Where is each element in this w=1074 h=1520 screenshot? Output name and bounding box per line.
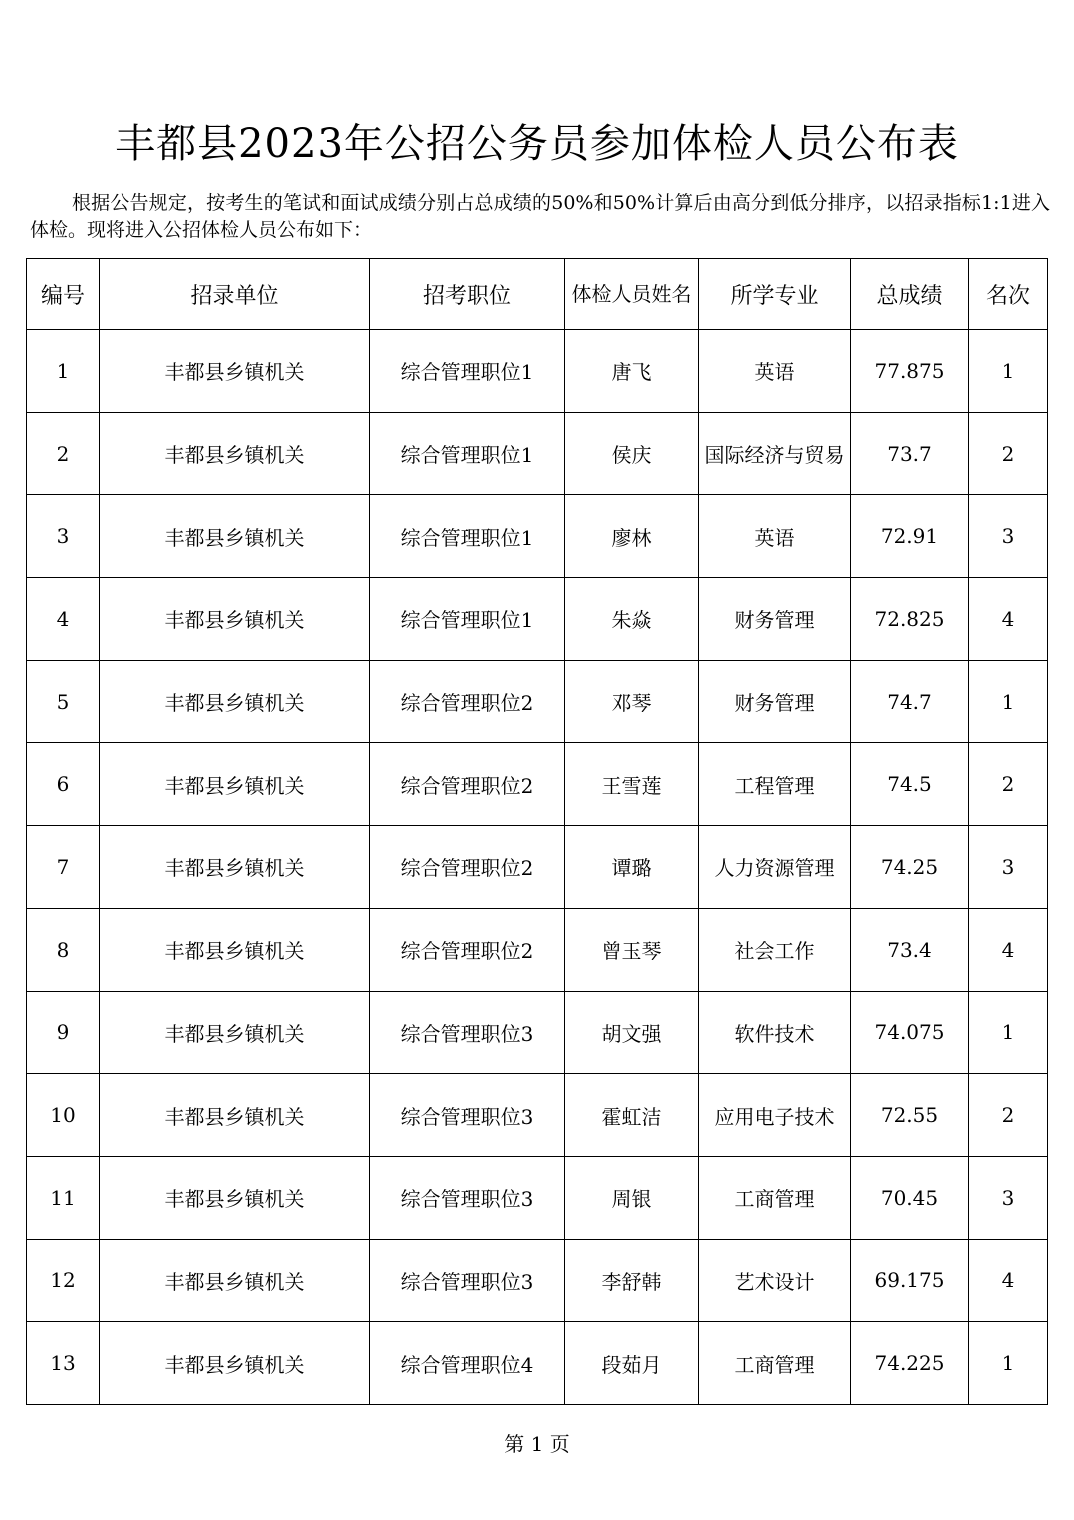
cell-rank: 1 bbox=[969, 330, 1048, 413]
cell-position: 综合管理职位1 bbox=[370, 578, 565, 661]
cell-number: 12 bbox=[27, 1239, 100, 1322]
cell-position: 综合管理职位1 bbox=[370, 495, 565, 578]
cell-unit: 丰都县乡镇机关 bbox=[100, 660, 370, 743]
cell-rank: 3 bbox=[969, 826, 1048, 909]
cell-score: 74.5 bbox=[851, 743, 969, 826]
cell-score: 74.25 bbox=[851, 826, 969, 909]
cell-major: 财务管理 bbox=[699, 578, 851, 661]
cell-score: 74.075 bbox=[851, 991, 969, 1074]
cell-position: 综合管理职位2 bbox=[370, 743, 565, 826]
cell-unit: 丰都县乡镇机关 bbox=[100, 412, 370, 495]
table-body bbox=[27, 330, 1048, 1405]
intro-paragraph: 根据公告规定，按考生的笔试和面试成绩分别占总成绩的50%和50%计算后由高分到低分排序，以招录指标1:1进入体检。现将进入公招体检人员公布如下： bbox=[30, 192, 1050, 241]
cell-name: 朱焱 bbox=[565, 578, 699, 661]
cell-major: 英语 bbox=[699, 495, 851, 578]
cell-major: 财务管理 bbox=[699, 660, 851, 743]
header-number: 编号 bbox=[27, 259, 100, 330]
cell-score: 70.45 bbox=[851, 1156, 969, 1239]
cell-rank: 3 bbox=[969, 1156, 1048, 1239]
cell-unit: 丰都县乡镇机关 bbox=[100, 1074, 370, 1157]
cell-unit: 丰都县乡镇机关 bbox=[100, 330, 370, 413]
cell-score: 77.875 bbox=[851, 330, 969, 413]
cell-position: 综合管理职位2 bbox=[370, 908, 565, 991]
cell-number: 1 bbox=[27, 330, 100, 413]
cell-position: 综合管理职位4 bbox=[370, 1322, 565, 1405]
table-row bbox=[27, 908, 1048, 991]
cell-unit: 丰都县乡镇机关 bbox=[100, 1239, 370, 1322]
table-row bbox=[27, 1239, 1048, 1322]
cell-number: 5 bbox=[27, 660, 100, 743]
cell-major: 人力资源管理 bbox=[699, 826, 851, 909]
table-row bbox=[27, 660, 1048, 743]
cell-name: 李舒韩 bbox=[565, 1239, 699, 1322]
cell-position: 综合管理职位1 bbox=[370, 330, 565, 413]
header-score: 总成绩 bbox=[851, 259, 969, 330]
cell-name: 谭璐 bbox=[565, 826, 699, 909]
table-row bbox=[27, 412, 1048, 495]
cell-name: 霍虹洁 bbox=[565, 1074, 699, 1157]
cell-name: 段茹月 bbox=[565, 1322, 699, 1405]
cell-rank: 4 bbox=[969, 578, 1048, 661]
page-title: 丰都县2023年公招公务员参加体检人员公布表 bbox=[115, 121, 959, 167]
cell-name: 周银 bbox=[565, 1156, 699, 1239]
cell-name: 王雪莲 bbox=[565, 743, 699, 826]
cell-number: 9 bbox=[27, 991, 100, 1074]
cell-name: 邓琴 bbox=[565, 660, 699, 743]
cell-major: 工商管理 bbox=[699, 1322, 851, 1405]
cell-position: 综合管理职位2 bbox=[370, 660, 565, 743]
cell-rank: 1 bbox=[969, 1322, 1048, 1405]
table-row bbox=[27, 743, 1048, 826]
cell-rank: 2 bbox=[969, 412, 1048, 495]
cell-unit: 丰都县乡镇机关 bbox=[100, 908, 370, 991]
cell-unit: 丰都县乡镇机关 bbox=[100, 1156, 370, 1239]
cell-unit: 丰都县乡镇机关 bbox=[100, 1322, 370, 1405]
cell-number: 13 bbox=[27, 1322, 100, 1405]
cell-rank: 4 bbox=[969, 908, 1048, 991]
cell-number: 4 bbox=[27, 578, 100, 661]
table-row bbox=[27, 1156, 1048, 1239]
header-rank: 名次 bbox=[969, 259, 1048, 330]
cell-position: 综合管理职位3 bbox=[370, 1074, 565, 1157]
cell-rank: 3 bbox=[969, 495, 1048, 578]
cell-major: 社会工作 bbox=[699, 908, 851, 991]
cell-score: 69.175 bbox=[851, 1239, 969, 1322]
cell-score: 72.825 bbox=[851, 578, 969, 661]
cell-number: 7 bbox=[27, 826, 100, 909]
cell-number: 2 bbox=[27, 412, 100, 495]
table-row bbox=[27, 495, 1048, 578]
table-header-row bbox=[27, 259, 1048, 330]
cell-score: 73.7 bbox=[851, 412, 969, 495]
cell-score: 74.225 bbox=[851, 1322, 969, 1405]
cell-score: 73.4 bbox=[851, 908, 969, 991]
cell-unit: 丰都县乡镇机关 bbox=[100, 743, 370, 826]
cell-rank: 1 bbox=[969, 991, 1048, 1074]
header-unit: 招录单位 bbox=[100, 259, 370, 330]
table-row bbox=[27, 1322, 1048, 1405]
cell-major: 工程管理 bbox=[699, 743, 851, 826]
cell-score: 72.91 bbox=[851, 495, 969, 578]
cell-position: 综合管理职位3 bbox=[370, 1239, 565, 1322]
cell-name: 曾玉琴 bbox=[565, 908, 699, 991]
cell-major: 国际经济与贸易 bbox=[699, 412, 851, 495]
cell-name: 侯庆 bbox=[565, 412, 699, 495]
table-row bbox=[27, 1074, 1048, 1157]
page-number: 第 1 页 bbox=[504, 1432, 570, 1456]
cell-rank: 2 bbox=[969, 1074, 1048, 1157]
header-name: 体检人员姓名 bbox=[565, 259, 699, 330]
cell-rank: 1 bbox=[969, 660, 1048, 743]
cell-rank: 2 bbox=[969, 743, 1048, 826]
table-row bbox=[27, 330, 1048, 413]
table-row bbox=[27, 991, 1048, 1074]
cell-unit: 丰都县乡镇机关 bbox=[100, 826, 370, 909]
cell-major: 工商管理 bbox=[699, 1156, 851, 1239]
cell-number: 3 bbox=[27, 495, 100, 578]
cell-name: 胡文强 bbox=[565, 991, 699, 1074]
cell-position: 综合管理职位3 bbox=[370, 991, 565, 1074]
cell-rank: 4 bbox=[969, 1239, 1048, 1322]
table-row bbox=[27, 578, 1048, 661]
cell-number: 10 bbox=[27, 1074, 100, 1157]
roster-table bbox=[26, 258, 1048, 1405]
cell-unit: 丰都县乡镇机关 bbox=[100, 578, 370, 661]
header-major: 所学专业 bbox=[699, 259, 851, 330]
table-row bbox=[27, 826, 1048, 909]
cell-major: 软件技术 bbox=[699, 991, 851, 1074]
cell-position: 综合管理职位3 bbox=[370, 1156, 565, 1239]
cell-unit: 丰都县乡镇机关 bbox=[100, 991, 370, 1074]
cell-number: 11 bbox=[27, 1156, 100, 1239]
cell-unit: 丰都县乡镇机关 bbox=[100, 495, 370, 578]
cell-major: 艺术设计 bbox=[699, 1239, 851, 1322]
cell-number: 8 bbox=[27, 908, 100, 991]
cell-score: 72.55 bbox=[851, 1074, 969, 1157]
header-position: 招考职位 bbox=[370, 259, 565, 330]
cell-position: 综合管理职位2 bbox=[370, 826, 565, 909]
cell-name: 唐飞 bbox=[565, 330, 699, 413]
cell-major: 英语 bbox=[699, 330, 851, 413]
cell-major: 应用电子技术 bbox=[699, 1074, 851, 1157]
cell-score: 74.7 bbox=[851, 660, 969, 743]
cell-number: 6 bbox=[27, 743, 100, 826]
cell-position: 综合管理职位1 bbox=[370, 412, 565, 495]
cell-name: 廖林 bbox=[565, 495, 699, 578]
